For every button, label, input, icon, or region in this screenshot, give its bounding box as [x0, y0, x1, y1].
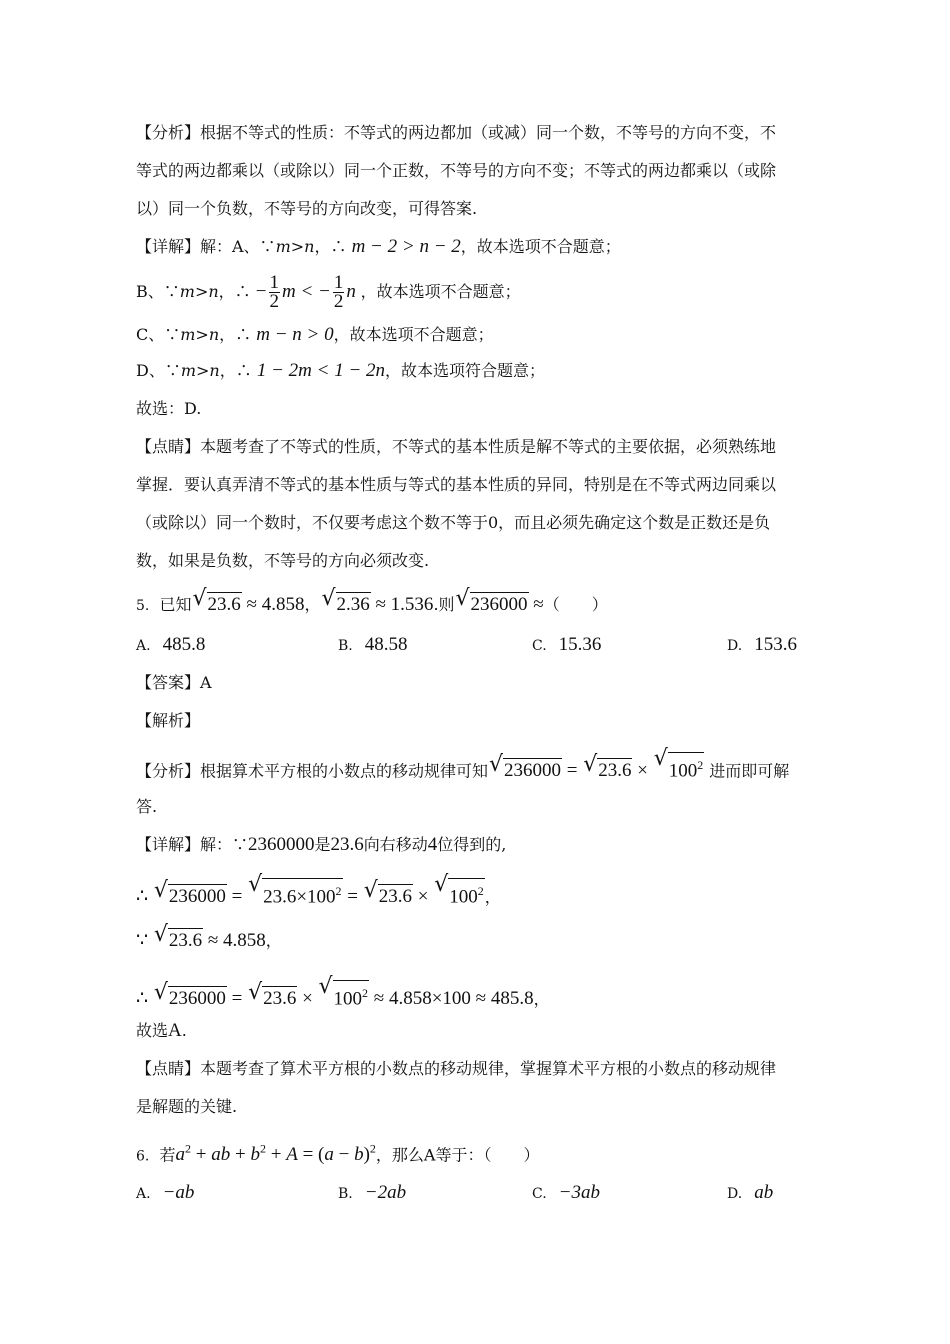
sqrt-sign [194, 592, 242, 616]
detail-label: 【详解】解：∵ [136, 835, 249, 854]
radicand: 236000 [168, 988, 226, 1010]
radicand: $23.6\times 100^2$ [262, 878, 342, 908]
q6-option-a [136, 1182, 194, 1205]
q6-option-d [727, 1182, 773, 1205]
q5-step-1: ∴ √ 236000 = √ $23.6\times 100^2$ = √ 23.6 × √ $100^2$， [136, 878, 501, 908]
minus-sign: − [255, 281, 267, 302]
approx-value: ≈ 4.858 [246, 594, 305, 615]
sqrt-sign [365, 884, 413, 908]
stem-text: ，那么A等于：（ ） [375, 1145, 540, 1165]
q4-detail-a: 【详解】解：A、∵m>n，∴ m − 2 > n − 2，故本选项不合题意； [136, 236, 621, 257]
option-label: C、∵ [136, 325, 181, 344]
question-number: 5. [136, 598, 150, 614]
therefore-symbol: ∴ [234, 282, 251, 301]
detail-label: 【详解】解：A、∵ [136, 237, 276, 256]
sqrt-sign [435, 878, 485, 908]
q5-detail [136, 834, 506, 856]
q5-choice [136, 1020, 187, 1042]
option-letter: A. [136, 638, 151, 654]
sqrt-sign [490, 758, 562, 782]
option-label: D、∵ [136, 361, 181, 380]
fraction [333, 274, 345, 311]
q5-step-3: ∴ √ 236000 = √ 23.6 × √ $100^2 \approx 4.858\times 100 \approx 485.8$， [136, 980, 550, 1010]
sqrt-sign [155, 884, 227, 908]
conclusion-text: ，故本选项不合题意； [360, 282, 521, 301]
option-letter: B. [338, 638, 353, 654]
stem-text: 若 [159, 1145, 176, 1165]
math-expression: m − n > 0 [256, 324, 334, 345]
radicand: 23.6 [168, 930, 203, 951]
radicand: $100^2$ [333, 980, 370, 1010]
approx-value: ≈ 1.536 [375, 594, 434, 615]
q5-answer: 【答案】A [136, 673, 212, 692]
sqrt-sign [249, 986, 297, 1010]
sqrt-sign [655, 752, 705, 782]
radicand: 236000 [168, 886, 226, 908]
q4-analysis-line-2: 等式的两边都乘以（或除以）同一个正数，不等号的方向不变；不等式的两边都乘以（或除 [136, 161, 777, 180]
sqrt-sign [155, 928, 203, 952]
q4-detail-d: D、∵m>n，∴ 1 − 2m < 1 − 2n，故本选项符合题意； [136, 360, 546, 381]
stem-text: .则 [433, 595, 455, 614]
analysis-text: 进而即可解 [709, 761, 790, 781]
number: 2360000 [248, 834, 315, 855]
radicand: 23.6 [263, 988, 297, 1010]
sqrt-sign [249, 878, 342, 908]
sqrt-sign [584, 758, 632, 782]
approx-sign: ≈ [533, 594, 544, 615]
q5-explanation-heading: 【解析】 [136, 711, 201, 730]
answer-blank: （ ） [543, 595, 608, 614]
radicand: 23.6 [598, 760, 632, 782]
choice-period: . [181, 1021, 187, 1040]
condition: m>n [179, 282, 219, 301]
conclusion-text: ，故本选项符合题意； [385, 361, 546, 380]
sqrt-sign [320, 980, 370, 1010]
math-expression [192, 594, 305, 615]
q4-analysis-line-1: 【分析】根据不等式的性质：不等式的两边都加（或减）同一个数，不等号的方向不变，不 [136, 123, 777, 142]
separator: ， [304, 595, 321, 614]
q5-stem [136, 592, 608, 617]
math-expression: $a^2$ + ab + $b^2 + A = (a - b)^2$ [175, 1142, 376, 1166]
choice-text: 故选 [136, 1021, 169, 1040]
q4-tip-line-2: 掌握．要认真弄清不等式的基本性质与等式的基本性质的异同，特别是在不等式两边同乘以 [136, 475, 777, 494]
number: 23.6 [330, 834, 364, 855]
q6-stem [136, 1138, 539, 1167]
number: 4 [427, 834, 438, 855]
q5-option-a [136, 634, 205, 657]
option-value: −ab [162, 1182, 195, 1203]
q6-option-b [338, 1182, 406, 1205]
math-expression: 1 − 2m < 1 − 2n [256, 360, 386, 381]
sqrt-sign [457, 592, 529, 616]
math-expression: ∴ √ 236000 = √ 23.6 × √ $100^2 \approx 4.858\times 100 \approx 485.8$ [136, 988, 534, 1009]
condition: m>n [275, 237, 315, 256]
detail-text: 是 [314, 835, 331, 854]
option-value: 485.8 [162, 634, 206, 655]
stem-text: 已知 [159, 595, 192, 614]
option-letter: C. [532, 638, 547, 654]
q5-option-c [532, 634, 601, 657]
option-letter: D. [727, 638, 743, 654]
condition: m>n [180, 325, 220, 344]
option-value: 48.58 [364, 634, 408, 655]
math-expression: √ 236000 = √ 23.6 × √ $100^2$ [488, 760, 704, 781]
option-letter: A. [136, 1186, 151, 1202]
q5-tip-line-2: 是解题的关键. [136, 1097, 238, 1116]
q4-tip-line-4: 数，如果是负数，不等号的方向必须改变. [136, 551, 430, 570]
therefore-symbol: ∴ [235, 361, 252, 380]
condition: m>n [180, 361, 220, 380]
therefore-symbol: ∴ [330, 237, 347, 256]
radicand: $100^2$ [668, 752, 705, 782]
therefore-symbol: ∴ [235, 325, 252, 344]
q5-option-d [727, 634, 797, 657]
math-expression [255, 272, 361, 313]
q6-option-c [532, 1182, 600, 1205]
detail-text: 位得到的, [437, 835, 507, 854]
option-value: 153.6 [754, 634, 797, 655]
math-expression: ∴ √ 236000 = √ $23.6\times 100^2$ = √ 23.6 × √ $100^2$ [136, 886, 485, 907]
q4-detail-c: C、∵m>n，∴ m − n > 0，故本选项不合题意； [136, 324, 494, 345]
fraction [269, 274, 281, 311]
option-value: ab [754, 1182, 774, 1203]
math-expression [455, 594, 544, 615]
math-expression: ∵ √ 23.6 ≈ 4.858 [136, 930, 266, 951]
question-number: 6. [136, 1148, 150, 1165]
math-expression: m − 2 > n − 2 [351, 236, 461, 257]
option-letter: D. [727, 1186, 743, 1202]
detail-text: 向右移动 [363, 835, 428, 854]
denominator: 2 [333, 291, 344, 313]
option-label: B、∵ [136, 282, 180, 301]
q4-detail-b: B、∵m>n，∴ − $\frac{1}{2}$ m < − $\frac{1}{2}$ n ，故本选项不合题意； [136, 272, 521, 313]
radicand: 23.6 [207, 594, 241, 615]
radicand: 236000 [504, 760, 562, 782]
q5-option-b [338, 634, 408, 657]
radicand: 2.36 [336, 594, 370, 615]
numerator: 1 [269, 272, 279, 294]
option-value: 15.36 [558, 634, 602, 655]
q5-analysis-end: 答. [136, 797, 158, 816]
math-expression [321, 594, 434, 615]
option-value: −2ab [364, 1182, 407, 1203]
conclusion-text: ，故本选项不合题意； [460, 237, 621, 256]
choice-letter: A [168, 1020, 182, 1041]
option-value: −3ab [558, 1182, 600, 1203]
numerator: 1 [333, 272, 344, 294]
q4-tip-line-3: （或除以）同一个数时，不仅要考虑这个数不等于0，而且必须先确定这个数是正数还是负 [136, 513, 771, 532]
sqrt-sign [323, 592, 371, 616]
option-letter: B. [338, 1186, 353, 1202]
q4-analysis-line-3: 以）同一个负数，不等号的方向改变，可得答案. [136, 199, 478, 218]
sqrt-sign [155, 986, 227, 1010]
analysis-text: 【分析】根据算术平方根的小数点的移动规律可知 [136, 761, 489, 781]
conclusion-text: ，故本选项不合题意； [333, 325, 494, 344]
variable: n [346, 281, 356, 302]
q5-step-2: ∵ √ 23.6 ≈ 4.858， [136, 928, 282, 952]
expression-middle: m < − [282, 281, 331, 302]
q4-tip-line-1: 【点睛】本题考查了不等式的性质，不等式的基本性质是解不等式的主要依据，必须熟练地 [136, 437, 777, 456]
radicand: 23.6 [378, 886, 412, 908]
radicand: $100^2$ [448, 878, 485, 908]
option-letter: C. [532, 1186, 547, 1202]
q5-tip-line-1: 【点睛】本题考查了算术平方根的小数点的移动规律，掌握算术平方根的小数点的移动规律 [136, 1059, 777, 1078]
q5-analysis [136, 752, 789, 782]
radicand: 236000 [470, 594, 528, 615]
q4-choice: 故选：D. [136, 399, 202, 418]
denominator: 2 [269, 291, 279, 313]
